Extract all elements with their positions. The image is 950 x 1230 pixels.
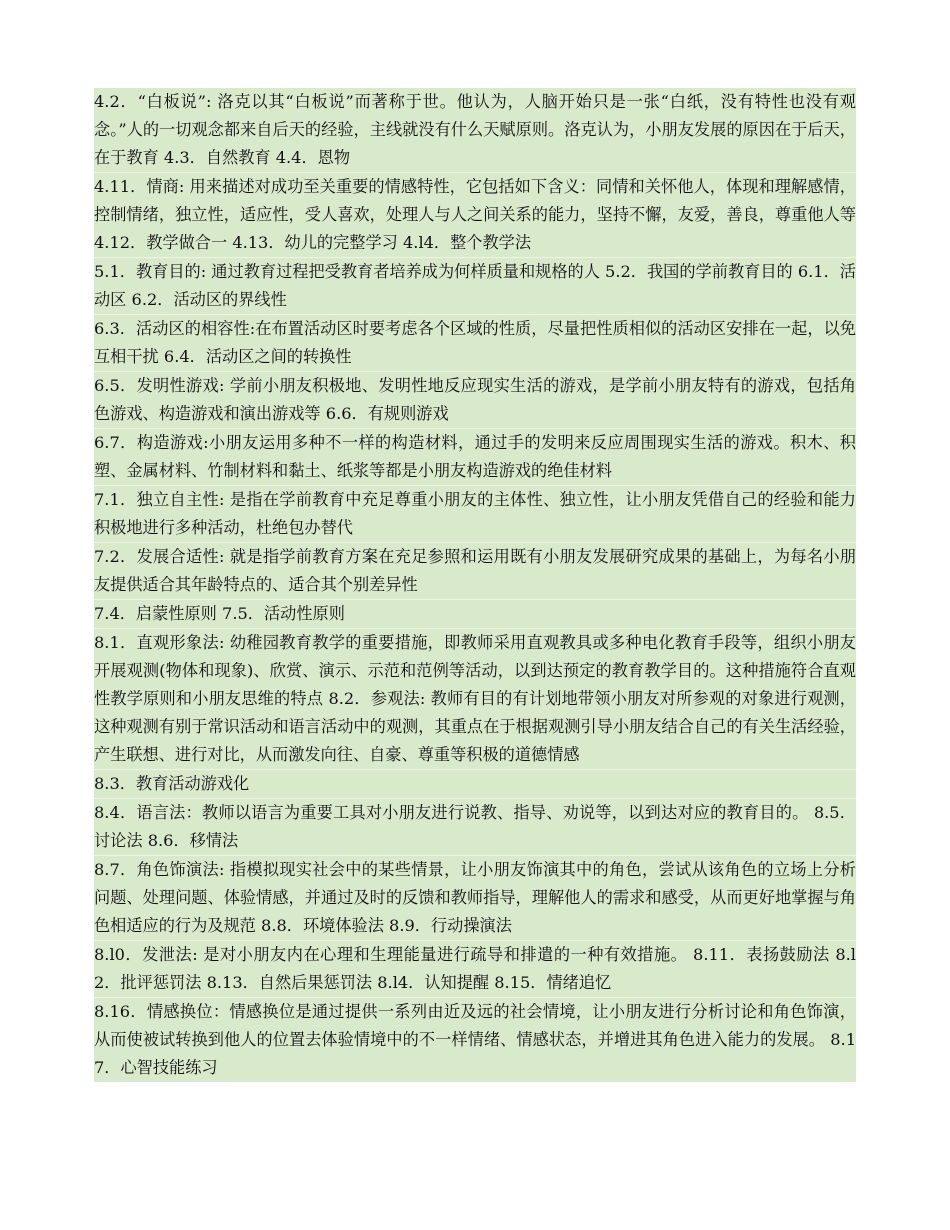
paragraph-8-1: 8.1．直观形象法: 幼稚园教育教学的重要措施，即教师采用直观教具或多种电化教育手段等，组织小朋友开展观测(物体和现象)、欣赏、演示、示范和范例等活动，以到达预定的教育教学目的。这种措施符合直观性教学原则和小朋友思维的特点 8.2．参观法: 教师有目的有计划地带领小朋友对所参观的对象进行观测，这种观测有别于常识活动和语言活动中的观测，其重点在于根据观测引导小朋友结合自己的有关生活经验，产生联想、进行对比，从而激发向往、自豪、尊重等积极的道德情感 (94, 629, 856, 770)
paragraph-8-3: 8.3．教育活动游戏化 (94, 770, 856, 799)
paragraph-8-7: 8.7．角色饰演法: 指模拟现实社会中的某些情景，让小朋友饰演其中的角色，尝试从该角色的立场上分析问题、处理问题、体验情感，并通过及时的反馈和教师指导，理解他人的需求和感受，从而更好地掌握与角色相适应的行为及规范 8.8．环境体验法 8.9．行动操演法 (94, 856, 856, 941)
paragraph-5-1: 5.1．教育目的: 通过教育过程把受教育者培养成为何样质量和规格的人 5.2．我国的学前教育目的 6.1．活动区 6.2．活动区的界线性 (94, 258, 856, 315)
paragraph-6-3: 6.3．活动区的相容性:在布置活动区时要考虑各个区域的性质，尽量把性质相似的活动区安排在一起，以免互相干扰 6.4．活动区之间的转换性 (94, 315, 856, 372)
paragraph-8-4: 8.4．语言法：教师以语言为重要工具对小朋友进行说教、指导、劝说等，以到达对应的教育目的。 8.5．讨论法 8.6．移情法 (94, 799, 856, 856)
paragraph-4-11: 4.11．情商: 用来描述对成功至关重要的情感特性，它包括如下含义：同情和关怀他人，体现和理解感情，控制情绪，独立性，适应性，受人喜欢，处理人与人之间关系的能力，坚持不懈，友爱，善良，尊重他人等 4.12．教学做合一 4.13．幼儿的完整学习 4.l4．整个教学法 (94, 173, 856, 258)
paragraph-7-4: 7.4．启蒙性原则 7.5．活动性原则 (94, 600, 856, 629)
paragraph-8-10: 8.l0．发泄法: 是对小朋友内在心理和生理能量进行疏导和排遣的一种有效措施。 8.11．表扬鼓励法 8.l2．批评惩罚法 8.13．自然后果惩罚法 8.l4．认知提醒 8.15．情绪追忆 (94, 941, 856, 998)
document-text-block (94, 88, 856, 1082)
paragraph-4-2: 4.2．“白板说”: 洛克以其“白板说”而著称于世。他认为，人脑开始只是一张“白纸，没有特性也没有观念。”人的一切观念都来自后天的经验，主线就没有什么天赋原则。洛克认为，小朋友发展的原因在于后天，在于教育 4.3．自然教育 4.4．恩物 (94, 88, 856, 173)
paragraph-7-2: 7.2．发展合适性: 就是指学前教育方案在充足参照和运用既有小朋友发展研究成果的基础上，为每名小朋友提供适合其年龄特点的、适合其个别差异性 (94, 543, 856, 600)
paragraph-6-7: 6.7．构造游戏:小朋友运用多种不一样的构造材料，通过手的发明来反应周围现实生活的游戏。积木、积塑、金属材料、竹制材料和黏土、纸浆等都是小朋友构造游戏的绝佳材料 (94, 429, 856, 486)
paragraph-6-5: 6.5．发明性游戏: 学前小朋友积极地、发明性地反应现实生活的游戏，是学前小朋友特有的游戏，包括角色游戏、构造游戏和演出游戏等 6.6．有规则游戏 (94, 372, 856, 429)
paragraph-8-16: 8.16．情感换位：情感换位是通过提供一系列由近及远的社会情境，让小朋友进行分析讨论和角色饰演，从而使被试转换到他人的位置去体验情境中的不一样情绪、情感状态，并增进其角色进入能力的发展。 8.17．心智技能练习 (94, 1002, 856, 1077)
paragraph-7-1: 7.1．独立自主性: 是指在学前教育中充足尊重小朋友的主体性、独立性，让小朋友凭借自己的经验和能力积极地进行多种活动，杜绝包办替代 (94, 486, 856, 543)
